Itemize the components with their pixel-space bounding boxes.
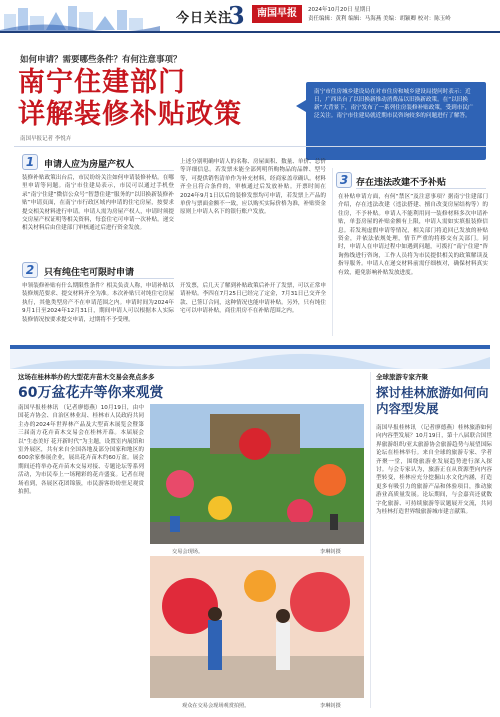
section-3-rule: [356, 188, 486, 189]
page-number: 3: [228, 1, 245, 30]
section-3-title: 存在违法改建不予补贴: [356, 178, 447, 188]
article-headline: [18, 67, 318, 131]
section-1-body-col1: 装修补贴政策出台后，市民纷纷关注如何申请装修补贴。在哪里申请等问题。南宁市住建局表示，市民可以通过手机登录“南宁住建”微信公众号“智慧住建”服务的“以旧换新装修补贴”申请页面，在南宁市行政区域内申请的住宅房屋，按要求提交相关材料进行申请。申请人需为房屋产权人，申请时须提交房屋产权证明等相关资料，每套住宅可申请一次补贴。递交相关材料后由住建部门审核通过后进行资金发放。: [22, 175, 174, 232]
masthead: [0, 0, 500, 32]
callout-pointer: [296, 100, 306, 112]
section-3-number: 3: [336, 172, 352, 188]
flower-fair-kicker: 这场在桂林举办的大型花卉苗木交易会亮点多多: [18, 373, 155, 381]
photo-1-credit: 李琳钊摄: [320, 549, 341, 555]
section-2-body-col2: 开发票，后几天了解到补贴政策后补开了发票，可以正常申请补贴。李四在7月25日已经完了定金，7月31日已交齐全款、已签订合同，这种情况也能申请补贴。另外，只有纯住宅可以申请补贴，商住用房不在补贴范围之内。: [180, 283, 326, 315]
tourism-headline: 探讨桂林旅游如何向内容型发展: [376, 385, 489, 416]
section-1-rule: [44, 170, 174, 171]
article-kicker: 如何申请？需要哪些条件？有何注意事项？: [20, 55, 182, 65]
section-1-title: 申请人应为房屋产权人: [44, 160, 135, 170]
tourism-kicker: 全球旅游专家齐聚: [376, 373, 428, 381]
section-2-body-col1: 申领装修补贴有什么期限性条件？相关负责人称，申请补贴以装修规范要求、提交材料齐全为准。本次补贴只对纯住宅房屋执行，其他类型房产不在申请范围之内。申请时间为2024年9月1日至2024年12月31日，期间申请人可以根据本人实际装修情况按要求提交申请，过期将不予受理。: [22, 283, 174, 323]
editor-credits: 责任编辑：黄利 编辑：马海燕 美编：胡颖卿 校对：陈玉岭: [308, 16, 451, 22]
newspaper-logo: 南国早报: [252, 5, 302, 23]
lower-column-separator: [370, 372, 371, 708]
section-2-number: 2: [22, 262, 38, 278]
photo-2-credit: 李琳钊摄: [320, 703, 341, 709]
article-byline: 南国早报记者 李悦卉: [20, 136, 72, 142]
headline-line-2: 详解装修补贴政策: [18, 99, 242, 130]
section-title: 今日关注: [176, 11, 233, 26]
tourism-body: 南国早报桂林讯 （记者廖德燕）桂林旅游如何向内容型发展？10月19日，第十八届联合国世界旅游组织/亚太旅游协会旅游趋势与展望国际论坛在桂林举行。来自全球的旅游专家、学者齐聚一堂，围绕旅游业发展趋势进行深入探讨。与会专家认为，旅游正在从资源型向内容型转变，桂林应充分挖掘山水文化内涵，打造更多有吸引力的旅游产品和体验项目，推动旅游业高质量发展。论坛期间，与会嘉宾还就数字化旅游、可持续旅游等议题展开交流，共同为桂林打造世界级旅游城市建言献策。: [376, 425, 492, 516]
flower-fair-photo-2: [150, 556, 364, 698]
headline-divider: [14, 146, 486, 147]
headline-line-1: 南宁住建部门: [18, 67, 186, 98]
section-3-body: 在补贴申请方面，有何“禁区”及注意事项？据南宁住建部门介绍，存在违法改建（违法搭建、擅自改变房屋结构等）的住房，不予补贴。申请人不能利用同一装修材料多次申请补贴，单套房屋的补贴金额有上限，申请人需如实填报装修信息。若发现虚假申请等情况，相关部门将追回已发放的补贴资金，并依法依规处理，情节严重的将移交有关部门。同时，申请人在申请过程中如遇到问题，可拨打“南宁住建”咨询热线进行咨询，工作人员将为市民提供相关的政策解读及指导服务。申请人在递交材料前需仔细核对，确保材料真实有效，避免影响补贴发放进度。: [338, 194, 488, 276]
masthead-city-illustration: [0, 0, 160, 32]
section-1-number: 1: [22, 154, 38, 170]
flower-fair-photo-1: [150, 404, 364, 544]
photo-2-caption: 观众在交易会现场观赏拍照。: [182, 703, 250, 709]
summary-callout: 南宁市住房城乡建设局在对市住房和城乡建设局提问时表示：近日，广西出台了以旧换新推动消费品以旧换新政策。在“以旧换新”大背景下，南宁发布了一系列住房装修补贴政策，受到市民广泛关注。南宁市住建局就近期市民咨询较多的问题进行了解答。: [306, 82, 486, 160]
flower-fair-body-col1: 南国早报桂林讯 （记者廖德燕）10月19日，由中国花卉协会、自治区林业局、桂林市人民政府共同主办的2024年世界林产品及大型苗木展览会暨第三届南方花卉苗木交易会在桂林开幕。本届展会以“生态美好 花开新时代”为主题，设置室内展馆和室外展区，共有来自全国各地及部分国家和地区的600余家参展企业，展出花卉苗木约60万盆。展会期间还将举办花卉苗木交易对接、专题论坛等系列活动，为市民奉上一场精彩的花卉盛宴。记者在现场看到，各展区花团锦簇，市民游客纷纷驻足观赏拍照。: [18, 405, 144, 496]
flower-fair-headline: 60万盆花卉等你来观赏: [18, 385, 164, 401]
section-1-body-col2: 上述分别明确申请人的名称、房屋面积、数量、单价、总价等详细信息。若发票未能全部列明所购物品的品牌、型号等，可提供销售清单作为补充材料，经商家盖章确认。材料齐全且符合条件的，审核通过后发放补贴。开票时间在2024年9月1日以后的装修发票均可申请，若发票上产品的单价与票面金额不一致，应以购买实际价格为准，补贴资金原则上申请人名下的银行账户发放。: [180, 159, 326, 216]
masthead-rule: [0, 31, 500, 33]
photo-1-caption: 交易会现场。: [172, 549, 204, 555]
issue-date: 2024年10月20日 星期日: [308, 7, 371, 13]
lower-banner-image: [10, 349, 490, 369]
column-separator: [332, 168, 333, 336]
section-2-title: 只有纯住宅可限时申请: [44, 268, 135, 278]
section-2-rule: [44, 278, 174, 279]
